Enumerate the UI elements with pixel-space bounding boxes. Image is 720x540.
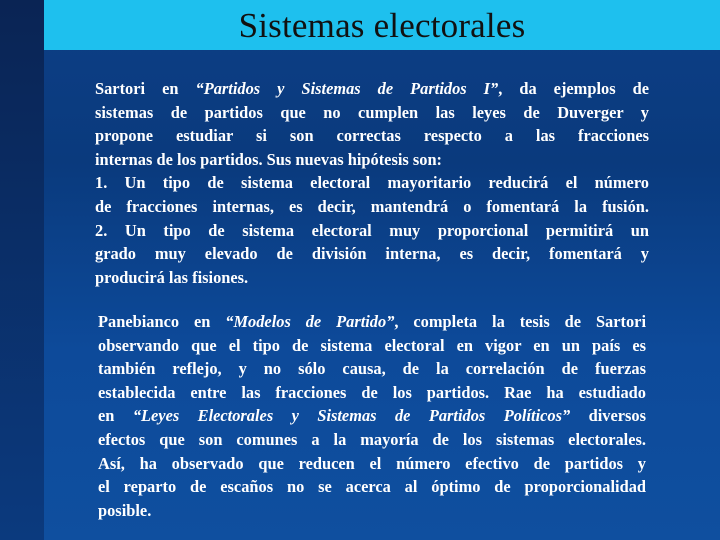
text-line [95, 101, 649, 125]
text-run: diversos [570, 406, 646, 426]
text-line [98, 334, 646, 358]
text-run: observando que el tipo de sistema electoral en vigor en un país es [98, 335, 646, 355]
text-run: 1. Un tipo de sistema electoral mayoritario reducirá el número [95, 173, 649, 193]
text-line [95, 77, 649, 101]
text-run: grado muy elevado de división interna, es decir, fomentará y [95, 244, 649, 264]
text-run: Sartori en [95, 79, 196, 98]
text-run: internas de los partidos. Sus nuevas hipótesis son: [95, 149, 443, 169]
text-run: , da ejemplos de [498, 79, 649, 98]
text-line [95, 124, 649, 148]
text-run: 2. Un tipo de sistema electoral muy proporcional permitirá un [95, 220, 649, 240]
text-line [98, 404, 646, 428]
italic-title: “Modelos de Partido” [225, 312, 395, 331]
text-line [98, 499, 646, 523]
text-run: propone estudiar si son correctas respecto a las fracciones [95, 126, 649, 146]
text-run: posible. [98, 500, 152, 520]
paragraph-panebianco [98, 310, 646, 522]
paragraph-sartori [95, 77, 649, 289]
text-run: el reparto de escaños no se acerca al óptimo de proporcionalidad [98, 477, 646, 497]
text-line [95, 171, 649, 195]
text-line [98, 475, 646, 499]
text-run: en [98, 406, 133, 426]
text-run: también reflejo, y no sólo causa, de la correlación de fuerzas [98, 359, 646, 379]
text-run: de fracciones internas, es decir, mantendrá o fomentará la fusión. [95, 196, 649, 216]
text-run: efectos que son comunes a la mayoría de los sistemas electorales. [98, 429, 646, 449]
text-run: Así, ha observado que reducen el número efectivo de partidos y [98, 453, 646, 473]
slide-title: Sistemas electorales [238, 6, 526, 45]
text-line [98, 310, 646, 334]
text-run: establecida entre las fracciones de los partidos. Rae ha estudiado [98, 382, 646, 402]
text-line [95, 266, 649, 290]
italic-title: “Partidos y Sistemas de Partidos I” [195, 79, 499, 98]
italic-title: “Leyes Electorales y Sistemas de Partidos Políticos” [132, 406, 571, 426]
text-line [95, 195, 649, 219]
text-line [95, 219, 649, 243]
text-line [98, 357, 646, 381]
text-line [95, 148, 649, 172]
text-run: sistemas de partidos que no cumplen las leyes de Duverger y [95, 102, 649, 122]
text-run: Panebianco en [98, 312, 226, 331]
text-line [98, 452, 646, 476]
left-decorative-bar [0, 0, 44, 540]
text-line [95, 242, 649, 266]
text-line [98, 381, 646, 405]
text-run: producirá las fisiones. [95, 267, 249, 287]
text-line [98, 428, 646, 452]
text-run: , completa la tesis de Sartori [394, 312, 647, 331]
